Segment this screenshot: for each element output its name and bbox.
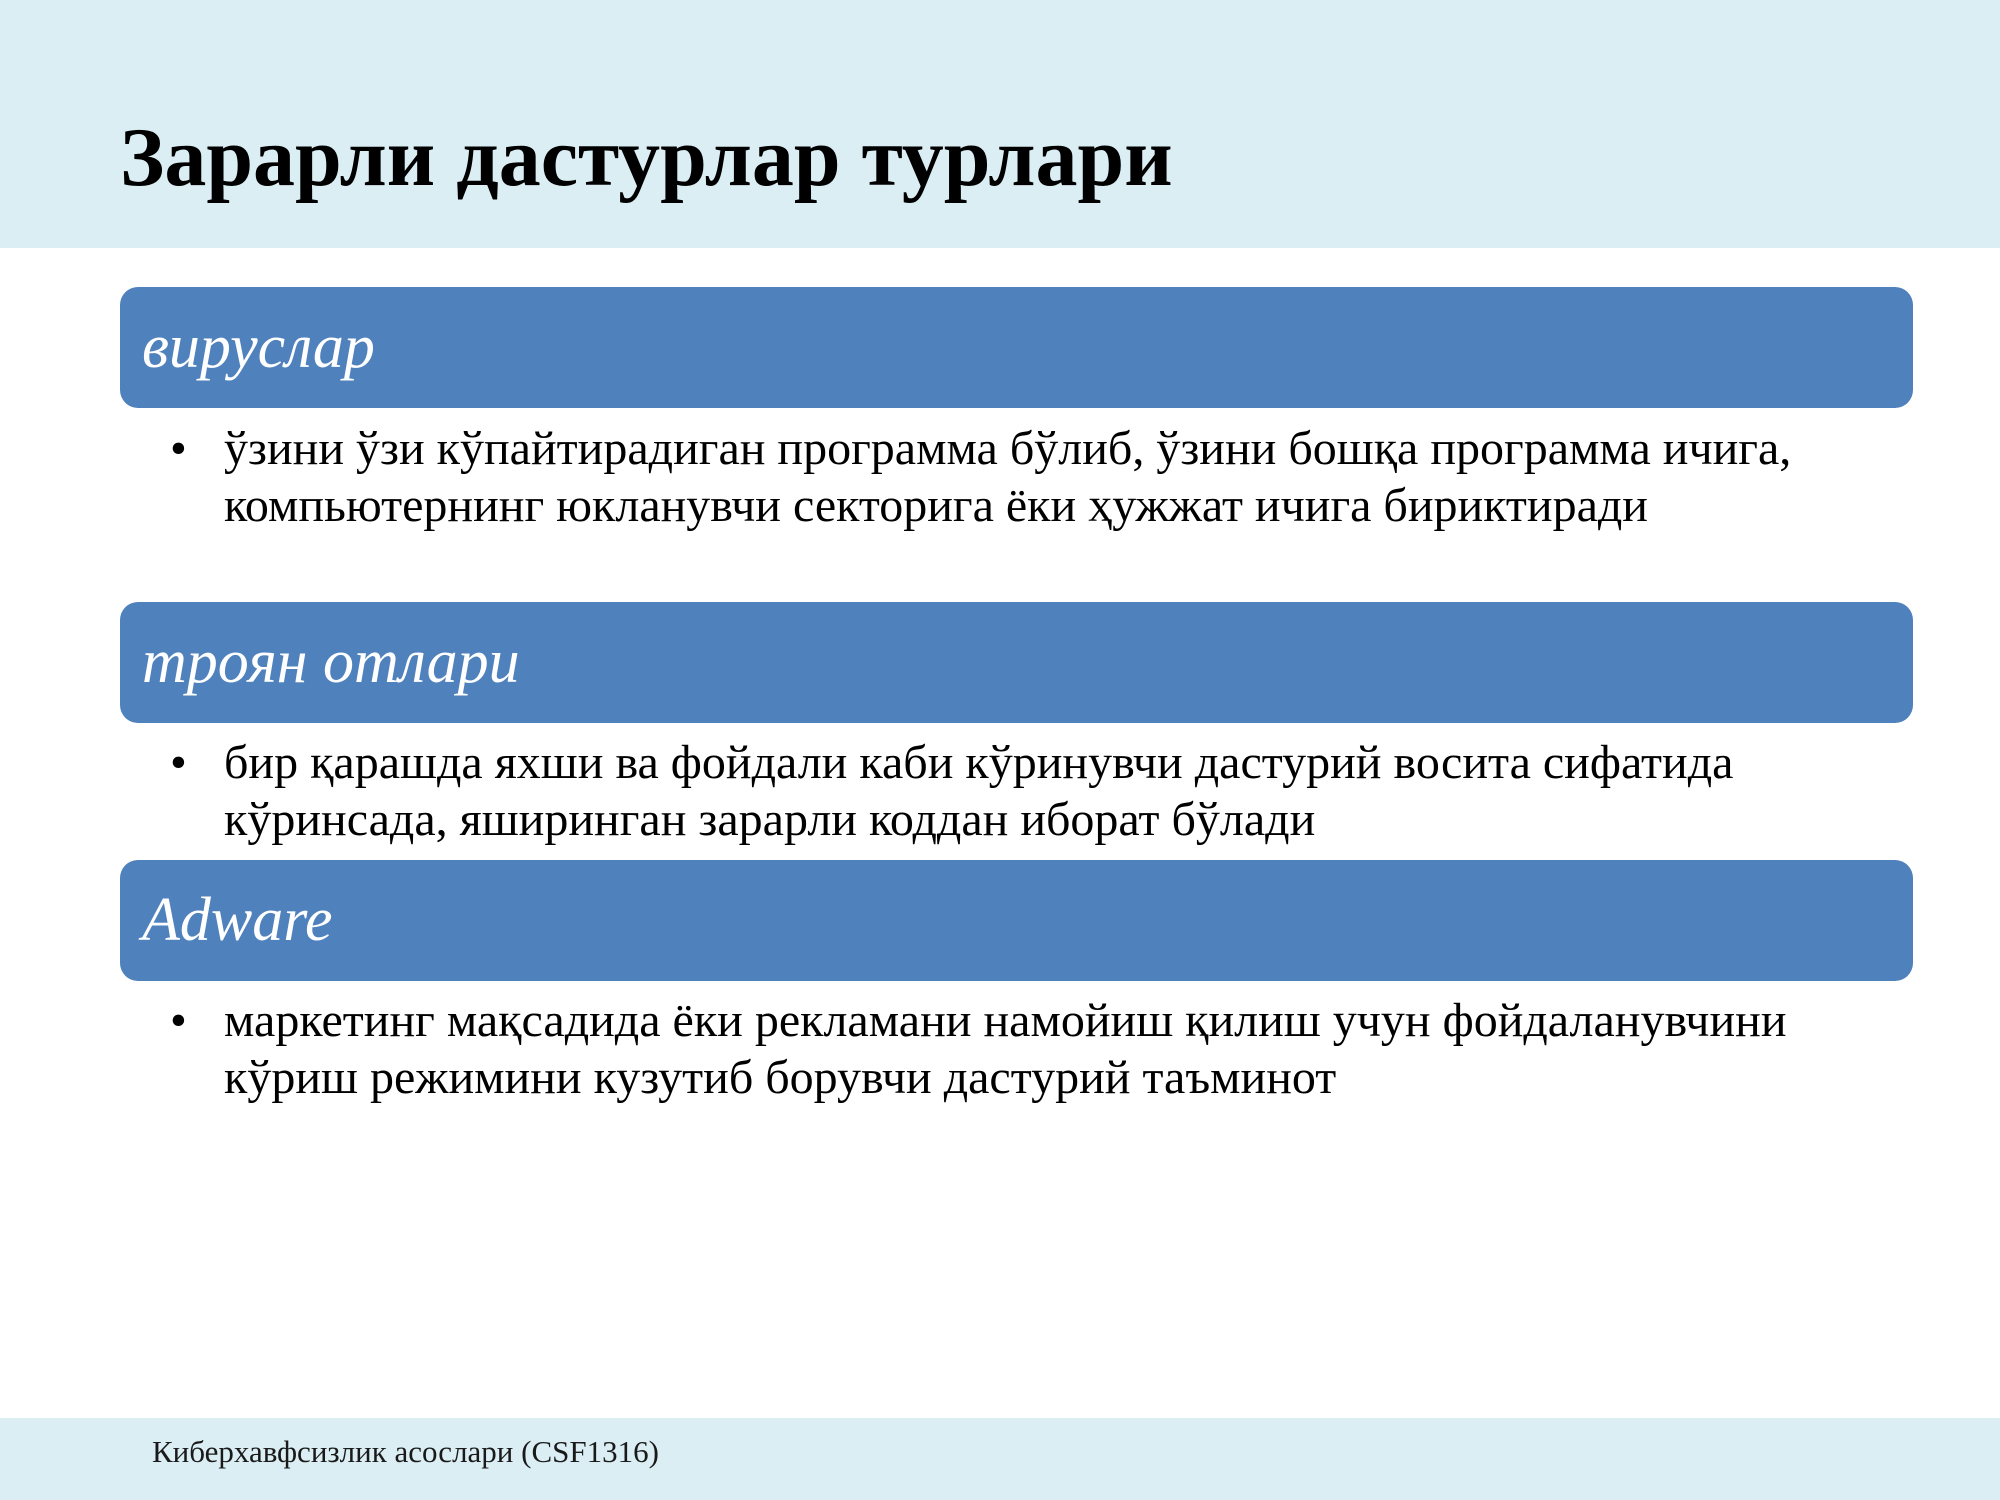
slide-title: Зарарли дастурлар турлари — [120, 111, 1173, 204]
bullet-icon: • — [170, 994, 187, 1047]
footer-course-label: Киберхавфсизлик асослари (CSF1316) — [152, 1434, 659, 1469]
bullet-item-viruses — [170, 420, 1910, 534]
bullet-item-adware — [170, 992, 1910, 1106]
bullet-text: бир қарашда яхши ва фойдали каби кўринувчи дастурий восита сифатида кўринсада, яширинган зарарли коддан иборат бўлади — [224, 736, 1734, 846]
section-heading: троян отлари — [142, 628, 520, 696]
section-bar-trojans — [120, 602, 1913, 723]
section-heading: Adware — [142, 886, 333, 954]
section-bar-adware — [120, 860, 1913, 981]
bullet-text: ўзини ўзи кўпайтирадиган программа бўлиб, ўзини бошқа программа ичига, компьютернинг юкланувчи секторига ёки ҳужжат ичига бириктиради — [224, 422, 1792, 532]
bullet-item-trojans — [170, 734, 1910, 848]
bullet-icon: • — [170, 422, 187, 475]
bullet-icon: • — [170, 736, 187, 789]
section-heading: вируслар — [142, 313, 375, 381]
bullet-text: маркетинг мақсадида ёки рекламани намойиш қилиш учун фойдаланувчини кўриш режимини кузутиб борувчи дастурий таъминот — [224, 994, 1787, 1104]
section-bar-viruses — [120, 287, 1913, 408]
